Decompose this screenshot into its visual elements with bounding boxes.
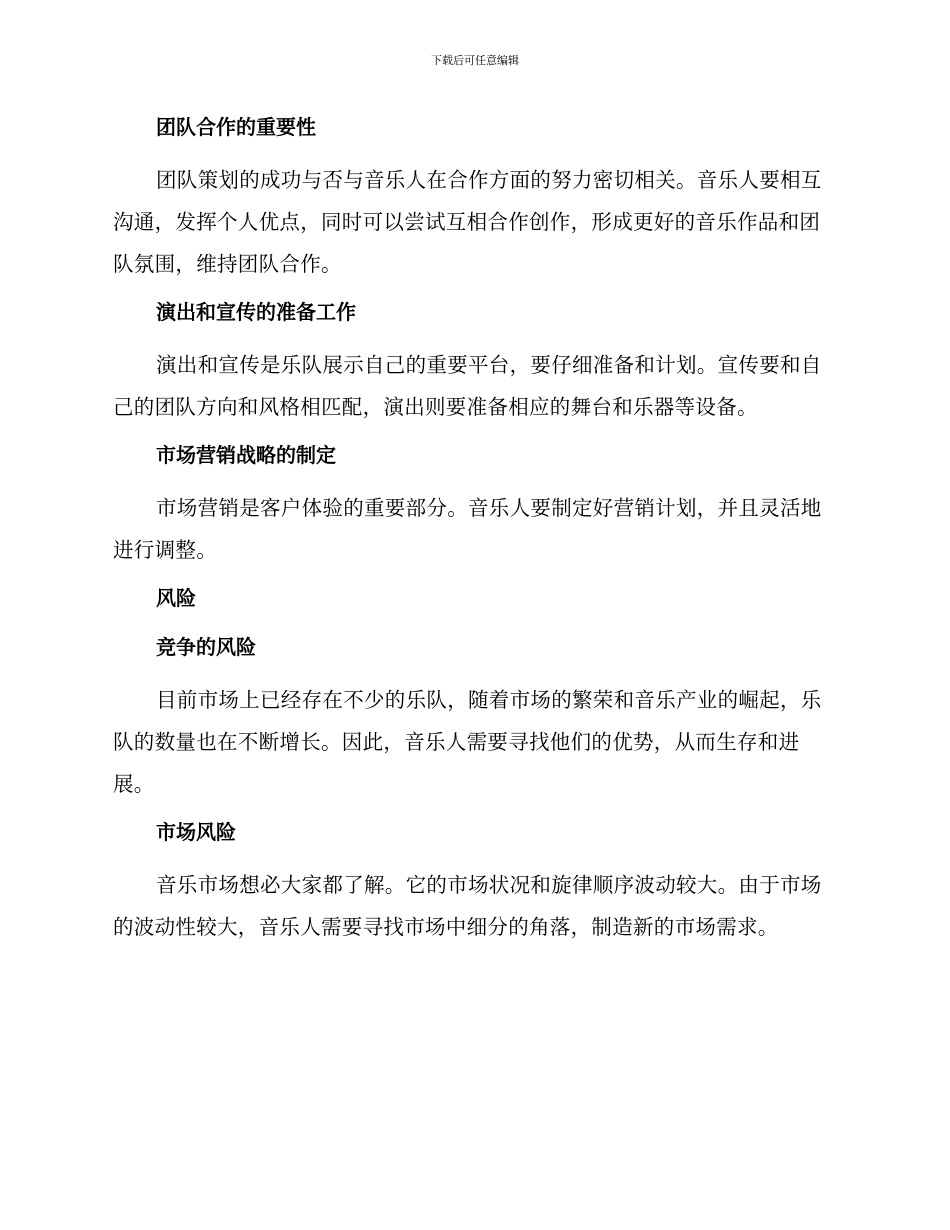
section-heading-market-risk: 市场风险 [156, 820, 236, 844]
section-text-market-risk: 音乐市场想必大家都了解。它的市场状况和旋律顺序波动较大。由于市场的波动性较大，音乐人需要寻找市场中细分的角落，制造新的市场需求。 [113, 873, 822, 939]
page-header-note: 下载后可任意编辑 [431, 54, 519, 67]
section-text-performance-prep: 演出和宣传是乐队展示自己的重要平台，要仔细准备和计划。宣传要和自己的团队方向和风格相匹配，演出则要准备相应的舞台和乐器等设备。 [113, 353, 822, 419]
section-heading-marketing-strategy: 市场营销战略的制定 [156, 443, 336, 467]
section-heading-risks: 风险 [156, 586, 196, 610]
section-text-marketing-strategy: 市场营销是客户体验的重要部分。音乐人要制定好营销计划，并且灵活地进行调整。 [113, 496, 822, 562]
section-text-teamwork: 团队策划的成功与否与音乐人在合作方面的努力密切相关。音乐人要相互沟通，发挥个人优点，同时可以尝试互相合作创作，形成更好的音乐作品和团队氛围，维持团队合作。 [113, 168, 822, 276]
document-body [113, 110, 833, 958]
section-heading-performance-prep: 演出和宣传的准备工作 [156, 300, 356, 324]
section-heading-competition-risk: 竞争的风险 [156, 635, 256, 659]
section-heading-teamwork: 团队合作的重要性 [156, 115, 316, 139]
section-text-competition-risk: 目前市场上已经存在不少的乐队，随着市场的繁荣和音乐产业的崛起，乐队的数量也在不断增长。因此，音乐人需要寻找他们的优势，从而生存和进展。 [113, 688, 822, 796]
